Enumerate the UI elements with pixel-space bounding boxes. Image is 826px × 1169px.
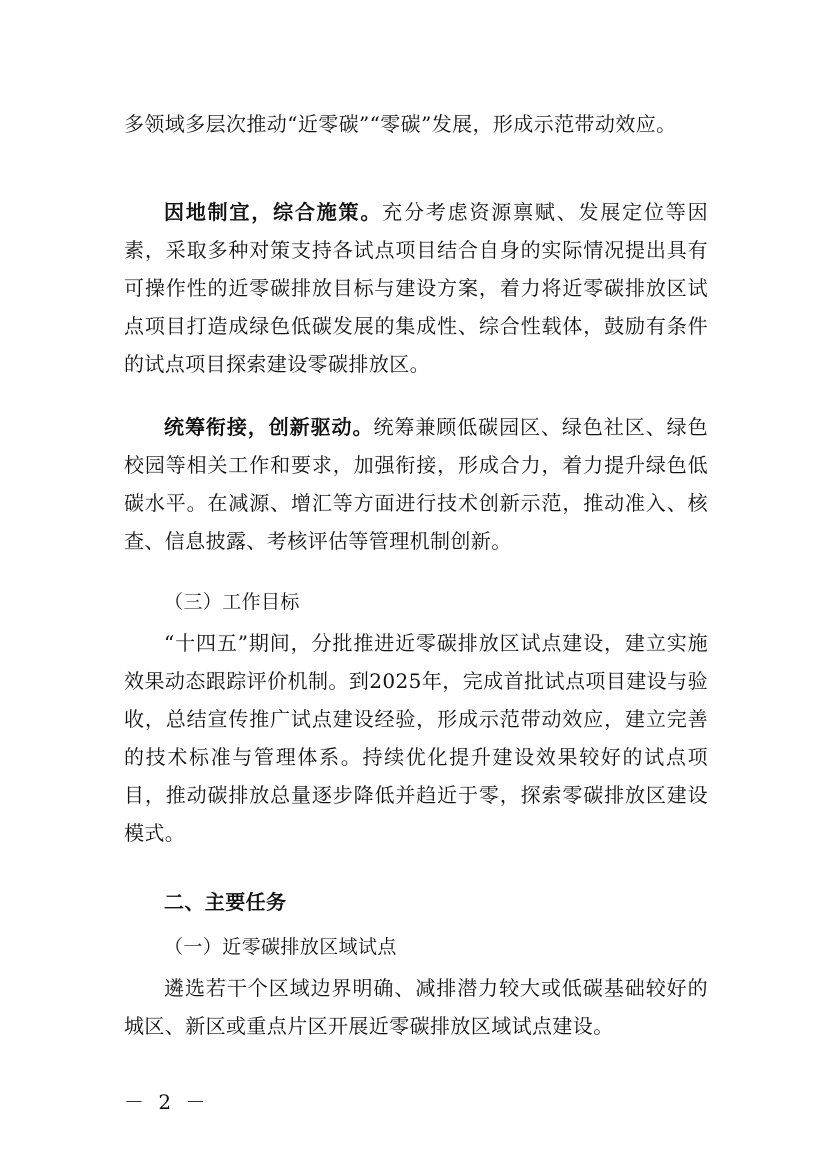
sub-heading-work-goals: （三）工作目标 (164, 591, 300, 613)
principle-2-title: 统筹衔接，创新驱动。 (164, 415, 374, 439)
section-heading-tasks (124, 883, 708, 921)
paragraph-goals (124, 624, 708, 852)
principle-1-text: 充分考虑资源禀赋、发展定位等因素，采取多种对策支持各试点项目结合自身的实际情况提出具有可操作性的近零碳排放目标与建设方案，着力将近零碳排放区试点项目打造成绿色低碳发展的集成性、综合性载体，鼓励有条件的试点项目探索建设零碳排放区。 (124, 200, 709, 376)
paragraph-region-pilot (124, 969, 708, 1045)
paragraph-4: “十四五”期间，分批推进近零碳排放区试点建设，建立实施效果动态跟踪评价机制。到2025年，完成首批试点项目建设与验收，总结宣传推广试点建设经验，形成示范带动效应，建立完善的技术标准与管理体系。持续优化提升建设效果较好的试点项目，推动碳排放总量逐步降低并趋近于零，探索零碳排放区建设模式。 (124, 631, 708, 845)
page-number: － 2 － (124, 1090, 210, 1114)
paragraph-1: 多领域多层次推动“近零碳”“零碳”发展，形成示范带动效应。 (124, 112, 677, 136)
paragraph-5: 遴选若干个区域边界明确、减排潜力较大或低碳基础较好的城区、新区或重点片区开展近零碳排放区域试点建设。 (124, 976, 708, 1038)
paragraph-3 (124, 408, 708, 560)
principle-1-title: 因地制宜，综合施策。 (164, 200, 383, 224)
sub-heading-region-pilot: （一）近零碳排放区域试点 (164, 936, 397, 958)
section-heading-goals (124, 583, 708, 621)
main-heading-main-tasks: 二、主要任务 (164, 890, 287, 914)
paragraph-2 (124, 193, 708, 383)
principle-2-text: 统筹兼顾低碳园区、绿色社区、绿色校园等相关工作和要求，加强衔接，形成合力，着力提升绿色低碳水平。在减源、增汇等方面进行技术创新示范，推动准入、核查、信息披露、考核评估等管理机制创新。 (124, 415, 708, 553)
paragraph-principle-2 (124, 408, 708, 560)
paragraph-principle-1 (124, 193, 708, 383)
paragraph-continuation (124, 105, 708, 143)
section-heading-region-pilot (124, 928, 708, 966)
